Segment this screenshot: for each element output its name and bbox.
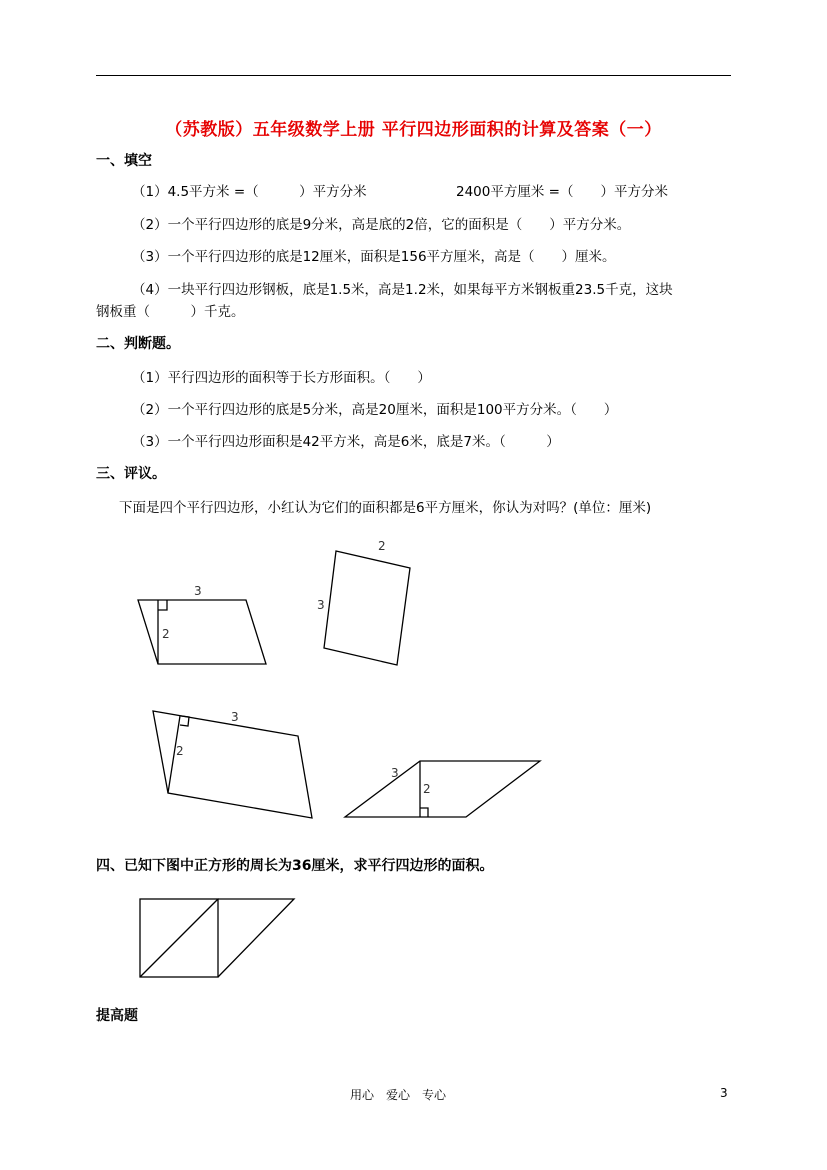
section2-q3: （3）一个平行四边形面积是42平方米，高是6米，底是7米。（ ） xyxy=(132,434,560,450)
section1-q3: （3）一个平行四边形的底是12厘米，面积是156平方厘米，高是（ ）厘米。 xyxy=(132,249,616,265)
section1-q4-line2: 钢板重（ ）千克。 xyxy=(96,304,245,320)
section3-prompt: 下面是四个平行四边形，小红认为它们的面积都是6平方厘米，你认为对吗？(单位：厘米) xyxy=(119,500,652,516)
section2-q1: （1）平行四边形的面积等于长方形面积。（ ） xyxy=(132,370,431,386)
page-number: 3 xyxy=(720,1086,728,1100)
section2-q2: （2）一个平行四边形的底是5分米，高是20厘米，面积是100平方分米。（ ） xyxy=(132,402,618,418)
section2-heading: 二、判断题。 xyxy=(96,336,180,352)
header-rule xyxy=(96,75,731,76)
parallelogram-figure-4 xyxy=(345,761,540,817)
footer-text: 用心 爱心 专心 xyxy=(350,1088,447,1102)
fig1-base-label: 3 xyxy=(194,584,202,598)
fig1-height-label: 2 xyxy=(162,627,170,641)
fig3-top-label: 3 xyxy=(231,710,239,724)
fig2-top-label: 2 xyxy=(378,539,386,553)
section1-q1a: （1）4.5平方米 =（ ）平方分米 xyxy=(132,184,367,200)
section1-q1b: 2400平方厘米 =（ ）平方分米 xyxy=(456,184,668,200)
parallelogram-figure-2 xyxy=(324,551,410,665)
section3-heading: 三、评议。 xyxy=(96,466,166,482)
fig4-height-label: 2 xyxy=(423,782,431,796)
square-parallelogram-figure xyxy=(140,899,294,977)
fig2-side-label: 3 xyxy=(317,598,325,612)
parallelogram-figure-1 xyxy=(138,600,266,664)
section4-heading: 四、已知下图中正方形的周长为36厘米，求平行四边形的面积。 xyxy=(96,858,494,874)
section5-heading: 提高题 xyxy=(96,1008,138,1024)
section1-q2: （2）一个平行四边形的底是9分米，高是底的2倍，它的面积是（ ）平方分米。 xyxy=(132,217,631,233)
fig3-height-label: 2 xyxy=(176,744,184,758)
fig4-side-label: 3 xyxy=(391,766,399,780)
parallelogram-figure-3 xyxy=(153,711,312,818)
section1-heading: 一、填空 xyxy=(96,153,152,169)
page-title: （苏教版）五年级数学上册 平行四边形面积的计算及答案（一） xyxy=(165,120,662,140)
section1-q4-line1: （4）一块平行四边形钢板，底是1.5米，高是1.2米，如果每平方米钢板重23.5千克，这块 xyxy=(132,282,673,298)
